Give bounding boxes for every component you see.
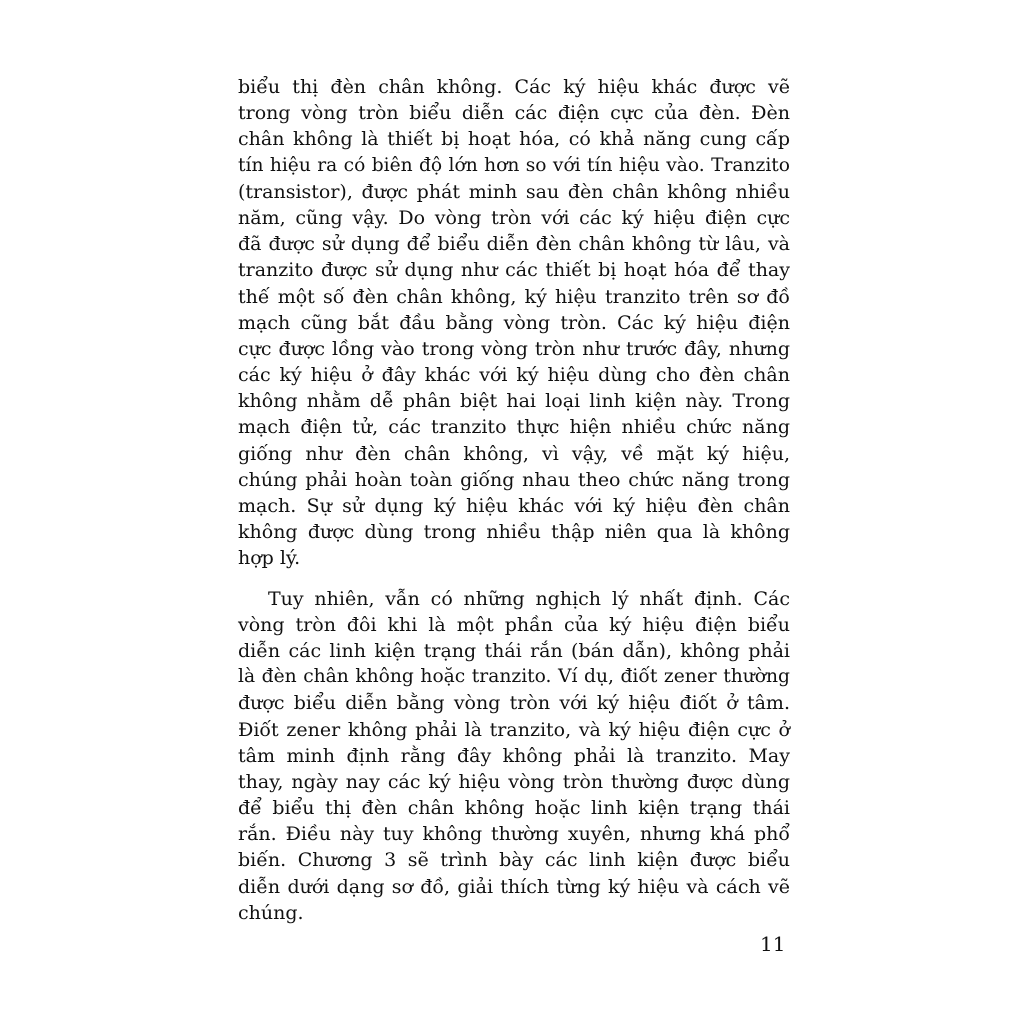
paragraph-2	[238, 586, 790, 926]
text-line: mạch. Sự sử dụng ký hiệu khác với ký hiệu đèn chân	[238, 495, 790, 517]
text-line: tín hiệu ra có biên độ lớn hơn so với tín hiệu vào. Tranzito	[238, 154, 790, 176]
text-line: diễn các linh kiện trạng thái rắn (bán dẫn), không phải	[238, 639, 790, 662]
text-line: mạch điện tử, các tranzito thực hiện nhiều chức năng	[238, 416, 790, 439]
text-line: để biểu thị đèn chân không hoặc linh kiện trạng thái	[238, 797, 790, 820]
text-line: không nhằm dễ phân biệt hai loại linh kiện này. Trong	[238, 390, 790, 413]
page-number: 11	[760, 932, 786, 956]
text-line: hợp lý.	[238, 547, 301, 570]
text-line: chân không là thiết bị hoạt hóa, có khả năng cung cấp	[238, 128, 790, 151]
paragraph-spacer	[238, 572, 790, 586]
text-line: Điốt zener không phải là tranzito, và ký hiệu điện cực ở	[238, 718, 790, 741]
text-line: các ký hiệu ở đây khác với ký hiệu dùng cho đèn chân	[238, 364, 790, 387]
text-line: biến. Chương 3 sẽ trình bày các linh kiện được biểu	[238, 849, 790, 872]
text-line: vòng tròn đôi khi là một phần của ký hiệu điện biểu	[238, 613, 790, 636]
text-line: đã được sử dụng để biểu diễn đèn chân không từ lâu, và	[238, 233, 790, 256]
body-text	[238, 74, 790, 926]
text-line: chúng phải hoàn toàn giống nhau theo chức năng trong	[238, 468, 790, 491]
text-line: diễn dưới dạng sơ đồ, giải thích từng ký hiệu và cách vẽ	[238, 875, 790, 898]
text-line: tranzito được sử dụng như các thiết bị hoạt hóa để thay	[238, 259, 790, 282]
text-line: mạch cũng bắt đầu bằng vòng tròn. Các ký hiệu điện	[238, 311, 790, 334]
text-line: thế một số đèn chân không, ký hiệu tranzito trên sơ đồ	[238, 285, 790, 308]
text-line: tâm minh định rằng đây không phải là tranzito. May	[238, 744, 790, 767]
text-line: biểu thị đèn chân không. Các ký hiệu khác được vẽ	[238, 76, 790, 98]
text-line: thay, ngày nay các ký hiệu vòng tròn thường được dùng	[238, 770, 790, 793]
text-line: không được dùng trong nhiều thập niên qua là không	[238, 521, 790, 544]
text-line: là đèn chân không hoặc tranzito. Ví dụ, điốt zener thường	[238, 666, 790, 688]
text-line: giống như đèn chân không, vì vậy, về mặt ký hiệu,	[238, 442, 790, 465]
text-line: được biểu diễn bằng vòng tròn với ký hiệu điốt ở tâm.	[238, 692, 790, 715]
text-line: Tuy nhiên, vẫn có những nghịch lý nhất định. Các	[268, 587, 790, 610]
text-line: chúng.	[238, 901, 304, 924]
text-line: cực được lồng vào trong vòng tròn như trước đây, nhưng	[238, 337, 790, 360]
paragraph-1	[238, 74, 790, 572]
text-line: rắn. Điều này tuy không thường xuyên, nhưng khá phổ	[238, 823, 790, 846]
text-line: (transistor), được phát minh sau đèn chân không nhiều	[238, 180, 790, 203]
text-line: trong vòng tròn biểu diễn các điện cực của đèn. Đèn	[238, 102, 790, 125]
text-line: năm, cũng vậy. Do vòng tròn với các ký hiệu điện cực	[238, 206, 790, 229]
